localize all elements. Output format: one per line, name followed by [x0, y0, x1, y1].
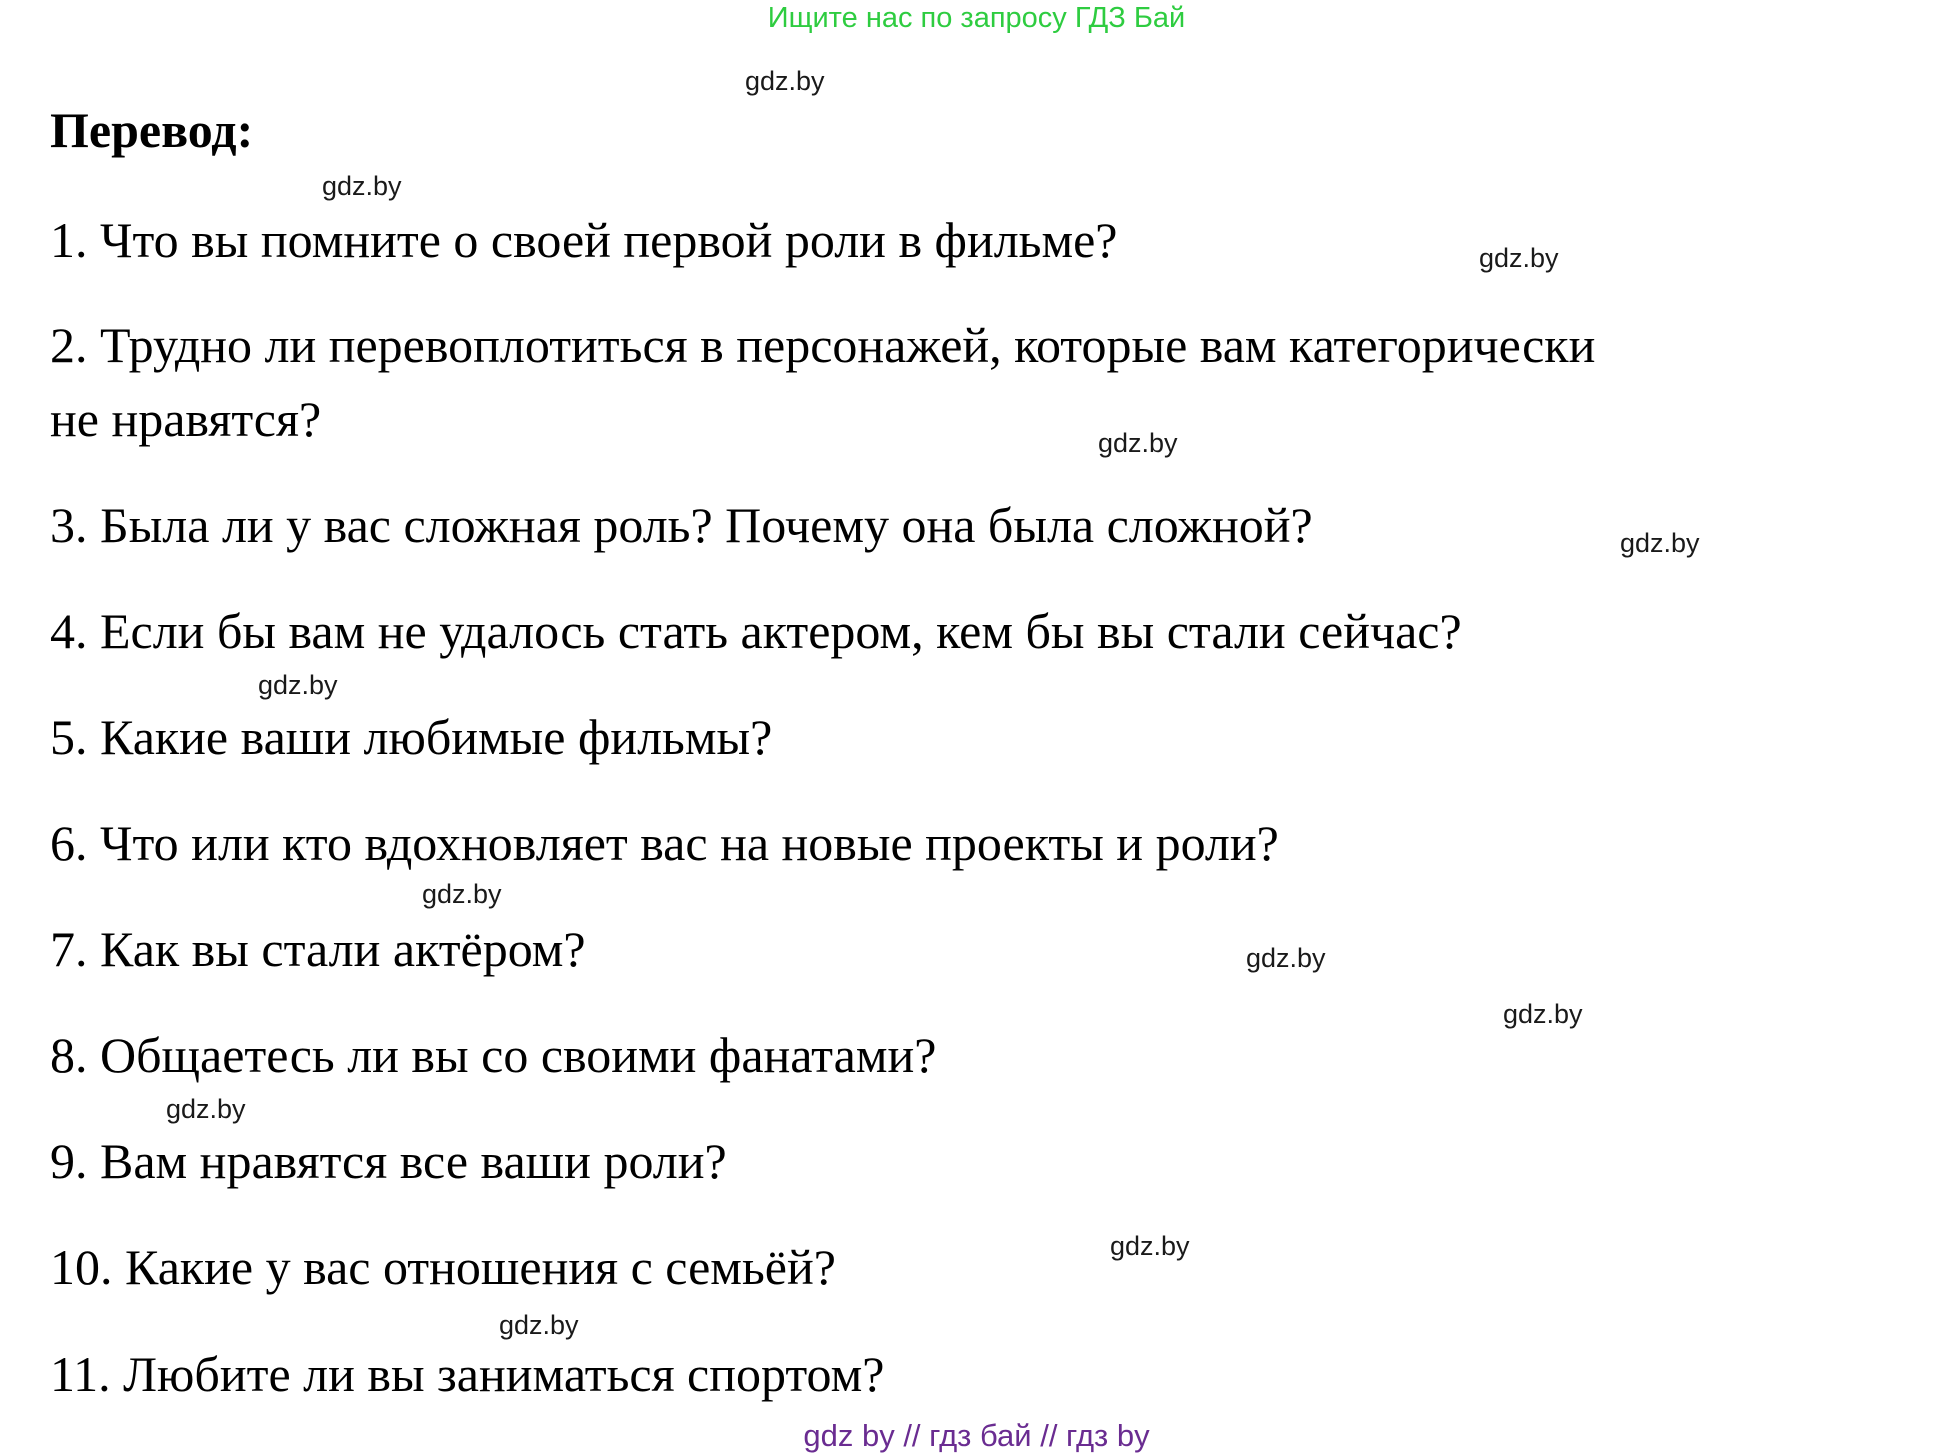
- watermark: gdz.by: [322, 171, 402, 201]
- site-banner: [0, 0, 1953, 36]
- question-4: 4. Если бы вам не удалось стать актером, кем бы вы стали сейчас?: [50, 603, 1462, 659]
- watermark: gdz.by: [499, 1310, 579, 1340]
- question-2-line-1: 2. Трудно ли перевоплотиться в персонажей, которые вам категорически: [50, 317, 1596, 373]
- watermark: gdz.by: [745, 66, 825, 96]
- question-3: 3. Была ли у вас сложная роль? Почему она была сложной?: [50, 497, 1313, 553]
- page-title: Перевод:: [50, 102, 254, 158]
- watermark: gdz.by: [1246, 943, 1326, 973]
- question-10: 10. Какие у вас отношения с семьёй?: [50, 1239, 836, 1295]
- question-9: 9. Вам нравятся все ваши роли?: [50, 1133, 727, 1189]
- question-1: 1. Что вы помните о своей первой роли в фильме?: [50, 212, 1118, 268]
- watermark: gdz.by: [1110, 1231, 1190, 1261]
- watermark: gdz.by: [166, 1094, 246, 1124]
- watermark: gdz.by: [1479, 243, 1559, 273]
- watermark: gdz.by: [1620, 528, 1700, 558]
- site-footer: [0, 1418, 1953, 1454]
- question-8: 8. Общаетесь ли вы со своими фанатами?: [50, 1027, 937, 1083]
- question-2-line-2: не нравятся?: [50, 391, 322, 447]
- footer-text: gdz by // гдз бай // гдз by: [803, 1418, 1150, 1453]
- question-6: 6. Что или кто вдохновляет вас на новые проекты и роли?: [50, 815, 1279, 871]
- question-7: 7. Как вы стали актёром?: [50, 921, 586, 977]
- watermark: gdz.by: [422, 879, 502, 909]
- question-11: 11. Любите ли вы заниматься спортом?: [50, 1346, 885, 1402]
- banner-text: Ищите нас по запросу ГДЗ Бай: [767, 2, 1186, 34]
- question-5: 5. Какие ваши любимые фильмы?: [50, 709, 773, 765]
- watermark: gdz.by: [1098, 428, 1178, 458]
- watermark: gdz.by: [258, 670, 338, 700]
- watermark: gdz.by: [1503, 999, 1583, 1029]
